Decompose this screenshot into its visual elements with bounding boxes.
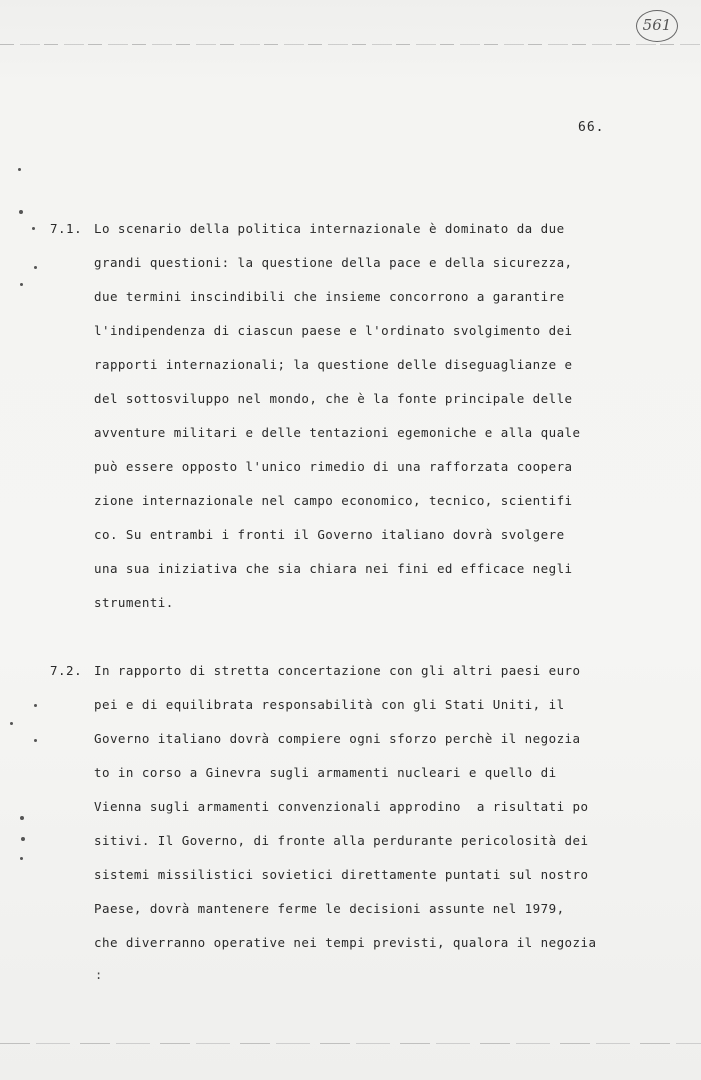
scan-speck (20, 283, 23, 286)
text-line: grandi questioni: la questione della pace e della sicurezza, (94, 255, 573, 270)
text-line: zione internazionale nel campo economico, tecnico, scientifi (94, 493, 573, 508)
scan-speck (19, 210, 23, 214)
text-line: avventure militari e delle tentazioni egemoniche e alla quale (94, 425, 581, 440)
text-line: del sottosviluppo nel mondo, che è la fonte principale delle (94, 391, 573, 406)
page-number: 66. (578, 120, 605, 135)
footer-mark: : (95, 968, 103, 982)
text-line: Lo scenario della politica internazionale è dominato da due (94, 221, 565, 236)
text-line: rapporti internazionali; la questione delle diseguaglianze e (94, 357, 573, 372)
text-line: to in corso a Ginevra sugli armamenti nucleari e quello di (94, 765, 557, 780)
text-line: può essere opposto l'unico rimedio di una rafforzata coopera (94, 459, 573, 474)
scan-speck (34, 266, 37, 269)
text-line: sitivi. Il Governo, di fronte alla perdurante pericolosità dei (94, 833, 589, 848)
text-line: l'indipendenza di ciascun paese e l'ordinato svolgimento dei (94, 323, 573, 338)
section-number: 7.2. (50, 663, 83, 678)
text-line: co. Su entrambi i fronti il Governo italiano dovrà svolgere (94, 527, 565, 542)
archive-stamp: 561 (636, 10, 678, 42)
scan-speck (34, 704, 37, 707)
text-line: sistemi missilistici sovietici direttamente puntati sul nostro (94, 867, 589, 882)
scan-top-rule (0, 44, 701, 45)
text-line: due termini inscindibili che insieme concorrono a garantire (94, 289, 565, 304)
text-line: che diverranno operative nei tempi previsti, qualora il negozia (94, 935, 597, 950)
text-line: una sua iniziativa che sia chiara nei fini ed efficace negli (94, 561, 573, 576)
text-line: In rapporto di stretta concertazione con gli altri paesi euro (94, 663, 581, 678)
text-line: Vienna sugli armamenti convenzionali approdino a risultati po (94, 799, 589, 814)
scan-speck (34, 739, 37, 742)
scan-speck (21, 837, 25, 841)
scan-speck (32, 227, 35, 230)
scan-speck (10, 722, 13, 725)
section-number: 7.1. (50, 221, 83, 236)
text-line: strumenti. (94, 595, 174, 610)
text-line: Governo italiano dovrà compiere ogni sforzo perchè il negozia (94, 731, 581, 746)
scan-speck (20, 816, 24, 820)
text-line: Paese, dovrà mantenere ferme le decisioni assunte nel 1979, (94, 901, 565, 916)
text-line: pei e di equilibrata responsabilità con gli Stati Uniti, il (94, 697, 565, 712)
scan-speck (20, 857, 23, 860)
scan-bottom-rule (0, 1043, 701, 1044)
scan-speck (18, 168, 21, 171)
